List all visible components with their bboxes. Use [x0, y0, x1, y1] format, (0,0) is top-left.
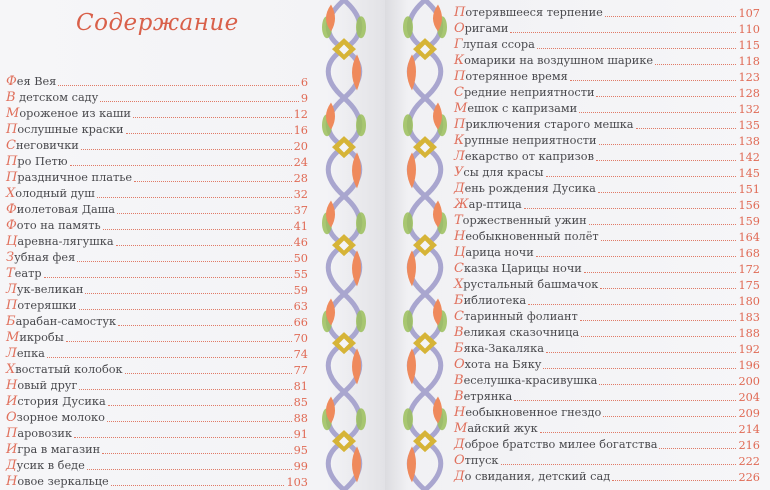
dot-leader — [97, 197, 292, 198]
toc-entry[interactable] — [454, 388, 760, 404]
dot-leader — [601, 240, 737, 241]
dot-leader — [81, 149, 292, 150]
entry-page-number: 145 — [738, 167, 760, 180]
entry-title: Майский жук — [454, 421, 538, 436]
dot-leader — [655, 64, 736, 65]
toc-entry[interactable] — [454, 244, 760, 260]
entry-title: Необыкновенное гнездо — [454, 405, 602, 420]
entry-page-number: 24 — [293, 156, 308, 169]
entry-page-number: 226 — [738, 471, 760, 484]
entry-page-number: 200 — [738, 375, 760, 388]
toc-list-right — [454, 4, 760, 484]
entry-page-number: 209 — [738, 407, 760, 420]
entry-title: Праздничное платье — [6, 170, 133, 185]
dot-leader — [102, 453, 291, 454]
toc-entry[interactable] — [6, 361, 308, 377]
entry-title: Мороженое из каши — [6, 106, 131, 121]
toc-entry[interactable] — [454, 36, 760, 52]
toc-entry[interactable] — [454, 260, 760, 276]
entry-page-number: 183 — [738, 311, 760, 324]
dot-leader — [599, 144, 737, 145]
dot-leader — [537, 48, 737, 49]
ornament-motif — [356, 310, 366, 332]
dot-leader — [107, 421, 292, 422]
toc-entry[interactable] — [454, 132, 760, 148]
entry-title: Средние неприятности — [454, 85, 595, 100]
toc-entry[interactable] — [454, 468, 760, 484]
entry-page-number: 204 — [738, 391, 760, 404]
entry-title: Потерянное время — [454, 69, 568, 84]
toc-entry[interactable] — [454, 372, 760, 388]
entry-page-number: 180 — [738, 295, 760, 308]
dot-leader — [117, 213, 292, 214]
entry-page-number: 135 — [738, 119, 760, 132]
entry-title: Торжественный ужин — [454, 213, 587, 228]
entry-title: Комарики на воздушном шарике — [454, 53, 654, 68]
dot-leader — [44, 277, 292, 278]
toc-entry[interactable] — [454, 276, 760, 292]
entry-title: Барабан-самостук — [6, 314, 117, 329]
ornament-motif — [403, 408, 413, 430]
entry-title: Послушные краски — [6, 122, 124, 137]
dot-leader — [77, 261, 291, 262]
dot-leader — [501, 464, 737, 465]
toc-entry[interactable] — [6, 329, 308, 345]
entry-title: Лук-великан — [6, 282, 84, 297]
toc-entry[interactable] — [454, 228, 760, 244]
entry-title: В детском саду — [6, 90, 99, 105]
entry-page-number: 118 — [738, 55, 760, 68]
entry-title: Царевна-лягушка — [6, 234, 114, 249]
entry-page-number: 132 — [738, 103, 760, 116]
dot-leader — [133, 117, 292, 118]
ornament-motif — [356, 114, 366, 136]
entry-page-number: 63 — [293, 300, 308, 313]
entry-page-number: 85 — [293, 396, 308, 409]
dot-leader — [103, 229, 292, 230]
entry-page-number: 16 — [293, 124, 308, 137]
entry-page-number: 175 — [738, 279, 760, 292]
entry-title: Великая сказочница — [454, 325, 580, 340]
ornament-border-right — [402, 0, 448, 490]
toc-entry[interactable] — [454, 452, 760, 468]
entry-title: Зубная фея — [6, 250, 76, 265]
entry-title: Оригами — [454, 21, 509, 36]
dot-leader — [605, 16, 737, 17]
dot-leader — [546, 176, 737, 177]
entry-page-number: 59 — [293, 284, 308, 297]
dot-leader — [514, 400, 736, 401]
entry-page-number: 159 — [738, 215, 760, 228]
entry-title: Снеговички — [6, 138, 79, 153]
toc-entry[interactable] — [6, 185, 308, 201]
entry-page-number: 196 — [738, 359, 760, 372]
entry-title: Отпуск — [454, 453, 499, 468]
entry-page-number: 103 — [286, 476, 308, 489]
toc-entry[interactable] — [6, 73, 308, 89]
dot-leader — [584, 272, 737, 273]
entry-page-number: 115 — [738, 39, 760, 52]
toc-entry[interactable] — [6, 281, 308, 297]
entry-page-number: 20 — [293, 140, 308, 153]
entry-title: История Дусика — [6, 394, 106, 409]
dot-leader — [85, 293, 291, 294]
dot-leader — [599, 384, 736, 385]
entry-title: Старинный фолиант — [454, 309, 578, 324]
dot-leader — [524, 208, 737, 209]
entry-page-number: 107 — [738, 7, 760, 20]
entry-title: Лекарство от капризов — [454, 149, 594, 164]
entry-page-number: 151 — [738, 183, 760, 196]
dot-leader — [134, 181, 292, 182]
page-title: Содержание — [76, 10, 239, 36]
entry-title: Библиотека — [454, 293, 527, 308]
entry-title: Хрустальный башмачок — [454, 277, 599, 292]
ornament-motif — [403, 114, 413, 136]
toc-entry[interactable] — [6, 393, 308, 409]
entry-title: Про Петю — [6, 154, 68, 169]
toc-entry[interactable] — [6, 345, 308, 361]
entry-title: Необыкновенный полёт — [454, 229, 599, 244]
entry-title: Холодный душ — [6, 186, 95, 201]
entry-page-number: 164 — [738, 231, 760, 244]
toc-entry[interactable] — [6, 313, 308, 329]
entry-page-number: 138 — [738, 135, 760, 148]
toc-entry[interactable] — [6, 425, 308, 441]
dot-leader — [581, 336, 736, 337]
ornament-motif — [356, 16, 366, 38]
toc-entry[interactable] — [454, 404, 760, 420]
entry-page-number: 156 — [738, 199, 760, 212]
dot-leader — [600, 288, 736, 289]
toc-entry[interactable] — [6, 457, 308, 473]
entry-title: Сказка Царицы ночи — [454, 261, 582, 276]
dot-leader — [111, 485, 285, 486]
dot-leader — [603, 416, 736, 417]
entry-page-number: 216 — [738, 439, 760, 452]
entry-title: Дусик в беде — [6, 458, 85, 473]
toc-entry[interactable] — [6, 265, 308, 281]
entry-page-number: 142 — [738, 151, 760, 164]
toc-entry[interactable] — [6, 473, 308, 489]
dot-leader — [596, 96, 736, 97]
dot-leader — [79, 309, 292, 310]
toc-entry[interactable] — [454, 196, 760, 212]
entry-title: Царица ночи — [454, 245, 534, 260]
toc-entry[interactable] — [6, 233, 308, 249]
toc-entry[interactable] — [454, 4, 760, 20]
toc-entry[interactable] — [454, 52, 760, 68]
entry-page-number: 91 — [293, 428, 308, 441]
entry-title: Охота на Бяку — [454, 357, 542, 372]
dot-leader — [116, 245, 292, 246]
dot-leader — [79, 389, 291, 390]
dot-leader — [510, 32, 736, 33]
entry-page-number: 99 — [293, 460, 308, 473]
entry-title: До свидания, детский сад — [454, 469, 611, 484]
toc-entry[interactable] — [454, 420, 760, 436]
entry-title: Фея Вея — [6, 74, 57, 89]
entry-page-number: 172 — [738, 263, 760, 276]
entry-page-number: 70 — [293, 332, 308, 345]
entry-page-number: 81 — [293, 380, 308, 393]
entry-title: Игра в магазин — [6, 442, 101, 457]
entry-page-number: 9 — [300, 92, 308, 105]
toc-entry[interactable] — [454, 100, 760, 116]
entry-title: День рождения Дусика — [454, 181, 596, 196]
entry-page-number: 41 — [293, 220, 308, 233]
toc-entry[interactable] — [6, 105, 308, 121]
entry-title: Глупая ссора — [454, 37, 535, 52]
entry-title: Новый друг — [6, 378, 78, 393]
dot-leader — [546, 352, 736, 353]
entry-page-number: 95 — [293, 444, 308, 457]
dot-leader — [536, 256, 737, 257]
ornament-motif — [356, 408, 366, 430]
entry-title: Мешок с капризами — [454, 101, 578, 116]
entry-page-number: 32 — [293, 188, 308, 201]
toc-entry[interactable] — [454, 356, 760, 372]
toc-entry[interactable] — [454, 308, 760, 324]
entry-page-number: 192 — [738, 343, 760, 356]
toc-entry[interactable] — [454, 116, 760, 132]
dot-leader — [596, 160, 736, 161]
dot-leader — [589, 224, 737, 225]
dot-leader — [66, 341, 292, 342]
entry-page-number: 37 — [293, 204, 308, 217]
entry-page-number: 222 — [738, 455, 760, 468]
dot-leader — [540, 432, 737, 433]
entry-page-number: 214 — [738, 423, 760, 436]
entry-title: Приключения старого мешка — [454, 117, 634, 132]
toc-entry[interactable] — [6, 153, 308, 169]
toc-list-left — [6, 73, 308, 489]
toc-entry[interactable] — [6, 201, 308, 217]
entry-title: Фото на память — [6, 218, 101, 233]
toc-entry[interactable] — [454, 20, 760, 36]
entry-title: Лепка — [6, 346, 45, 361]
entry-title: Крупные неприятности — [454, 133, 597, 148]
entry-title: Ветрянка — [454, 389, 513, 404]
ornament-motif — [403, 16, 413, 38]
entry-page-number: 128 — [738, 87, 760, 100]
entry-title: Паровозик — [6, 426, 73, 441]
entry-title: Усы для красы — [454, 165, 544, 180]
toc-entry[interactable] — [6, 217, 308, 233]
toc-entry[interactable] — [6, 169, 308, 185]
dot-leader — [579, 112, 736, 113]
entry-page-number: 66 — [293, 316, 308, 329]
dot-leader — [108, 405, 292, 406]
toc-entry[interactable] — [6, 121, 308, 137]
entry-title: Доброе братство милее богатства — [454, 437, 658, 452]
toc-entry[interactable] — [454, 84, 760, 100]
toc-entry[interactable] — [6, 89, 308, 105]
entry-page-number: 55 — [293, 268, 308, 281]
entry-page-number: 77 — [293, 364, 308, 377]
dot-leader — [100, 101, 299, 102]
dot-leader — [612, 480, 736, 481]
entry-page-number: 6 — [300, 76, 308, 89]
entry-title: Новое зеркальце — [6, 474, 109, 489]
ornament-motif — [356, 212, 366, 234]
entry-page-number: 188 — [738, 327, 760, 340]
toc-entry[interactable] — [6, 137, 308, 153]
toc-entry[interactable] — [454, 340, 760, 356]
entry-title: Хвостатый колобок — [6, 362, 123, 377]
entry-title: Театр — [6, 266, 42, 281]
entry-page-number: 123 — [738, 71, 760, 84]
ornament-motif — [403, 212, 413, 234]
dot-leader — [70, 165, 292, 166]
dot-leader — [598, 192, 737, 193]
dot-leader — [528, 304, 736, 305]
toc-entry[interactable] — [6, 249, 308, 265]
entry-title: Озорное молоко — [6, 410, 105, 425]
entry-title: Жар-птица — [454, 197, 522, 212]
dot-leader — [74, 437, 292, 438]
dot-leader — [570, 80, 737, 81]
dot-leader — [47, 357, 292, 358]
toc-entry[interactable] — [454, 148, 760, 164]
dot-leader — [580, 320, 737, 321]
entry-page-number: 46 — [293, 236, 308, 249]
entry-title: Фиолетовая Даша — [6, 202, 116, 217]
entry-title: Веселушка-красивушка — [454, 373, 598, 388]
dot-leader — [126, 133, 292, 134]
dot-leader — [58, 85, 298, 86]
entry-title: Микробы — [6, 330, 64, 345]
toc-entry[interactable] — [6, 441, 308, 457]
toc-entry[interactable] — [6, 297, 308, 313]
dot-leader — [636, 128, 737, 129]
toc-entry[interactable] — [454, 180, 760, 196]
toc-entry[interactable] — [454, 436, 760, 452]
toc-entry[interactable] — [6, 409, 308, 425]
entry-title: Потерявшееся терпение — [454, 5, 603, 20]
entry-page-number: 28 — [293, 172, 308, 185]
toc-entry[interactable] — [454, 212, 760, 228]
entry-page-number: 88 — [293, 412, 308, 425]
entry-page-number: 168 — [738, 247, 760, 260]
entry-page-number: 12 — [293, 108, 308, 121]
toc-entry[interactable] — [454, 292, 760, 308]
dot-leader — [118, 325, 292, 326]
toc-entry[interactable] — [454, 164, 760, 180]
dot-leader — [659, 448, 736, 449]
dot-leader — [543, 368, 736, 369]
toc-entry[interactable] — [454, 68, 760, 84]
ornament-motif — [403, 310, 413, 332]
entry-page-number: 74 — [293, 348, 308, 361]
dot-leader — [87, 469, 292, 470]
ornament-border-left — [321, 0, 367, 490]
toc-entry[interactable] — [6, 377, 308, 393]
entry-page-number: 50 — [293, 252, 308, 265]
entry-page-number: 110 — [738, 23, 760, 36]
entry-title: Потеряшки — [6, 298, 77, 313]
toc-entry[interactable] — [454, 324, 760, 340]
entry-title: Бяка-Закаляка — [454, 341, 544, 356]
dot-leader — [125, 373, 292, 374]
